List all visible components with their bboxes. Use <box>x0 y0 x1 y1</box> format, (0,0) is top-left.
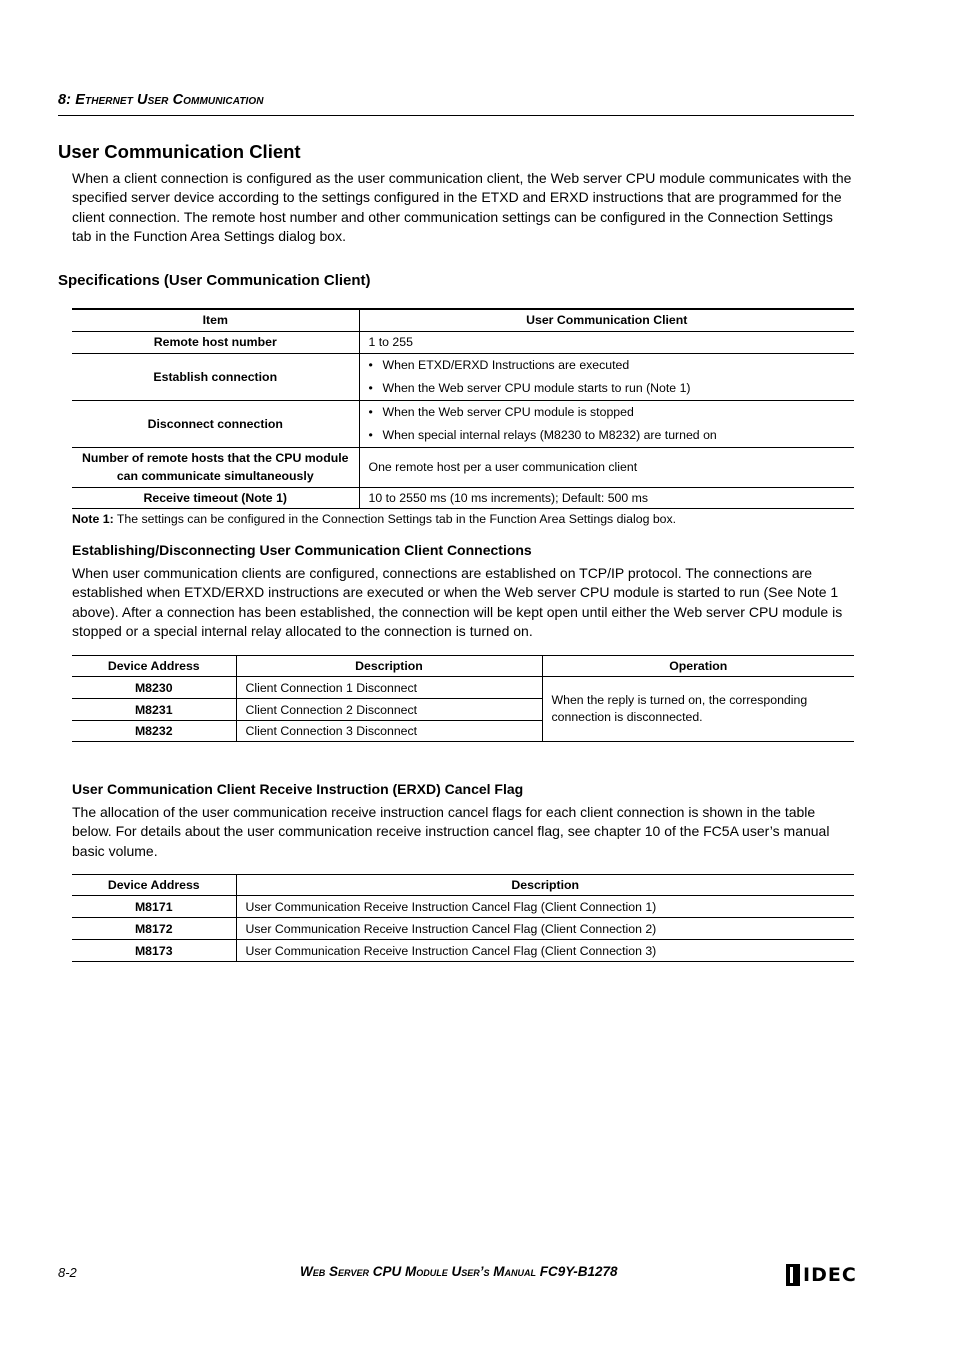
disconnect-header-row <box>72 656 854 677</box>
table-row <box>72 940 854 962</box>
disconnect-table <box>72 655 854 742</box>
spec-bullet-text: When the Web server CPU module is stopped <box>382 405 634 419</box>
device-description: Client Connection 2 Disconnect <box>236 699 542 721</box>
spec-bullet-text: When the Web server CPU module starts to run (Note 1) <box>382 381 691 395</box>
col-description: Description <box>511 878 580 892</box>
establish-heading: Establishing/Disconnecting User Communication Client Connections <box>72 542 532 558</box>
operation-text: When the reply is turned on, the corresponding connection is disconnected. <box>542 677 854 742</box>
device-description: User Communication Receive Instruction Cancel Flag (Client Connection 1) <box>245 899 657 914</box>
device-description: User Communication Receive Instruction Cancel Flag (Client Connection 3) <box>245 943 657 958</box>
establish-paragraph: When user communication clients are configured, connections are established on TCP/IP protocol. The connections are established when ETXD/ERXD instructions are executed or when the Web server CPU module is started to run (See Note 1 above). After a connection has been established, the connection will be kept open until either the Web server CPU module is stopped or a special internal relay allocated to the connection is turned on. <box>72 565 843 639</box>
table-row <box>72 918 854 940</box>
list-item <box>369 354 846 377</box>
table-row <box>72 677 854 699</box>
list-item <box>369 401 846 424</box>
spec-value: 1 to 255 <box>368 335 413 349</box>
cancel-heading: User Communication Client Receive Instruction (ERXD) Cancel Flag <box>72 781 524 797</box>
spec-header-row <box>72 309 854 331</box>
page-number: 8-2 <box>58 1265 77 1280</box>
table-row <box>72 447 854 487</box>
idec-logo-icon <box>786 1264 800 1286</box>
spec-table <box>72 308 854 509</box>
table-row <box>72 400 854 447</box>
cancel-table <box>72 874 854 962</box>
bullet-icon: • <box>368 405 373 419</box>
bullet-icon: • <box>368 428 373 442</box>
spec-value: 10 to 2550 ms (10 ms increments); Default: 500 ms <box>368 490 649 505</box>
bullet-icon: • <box>368 381 373 395</box>
note-label: Note 1: <box>72 512 114 526</box>
device-description: Client Connection 3 Disconnect <box>236 721 542 742</box>
col-operation: Operation <box>669 659 728 673</box>
col-device-address: Device Address <box>72 656 236 677</box>
list-item <box>369 424 846 447</box>
spec-item: Number of remote hosts that the CPU module can communicate simultaneously <box>72 447 359 487</box>
spec-col-value: User Communication Client <box>526 313 688 328</box>
table-row <box>72 896 854 918</box>
table-row <box>72 353 854 400</box>
col-device-address: Device Address <box>72 875 236 896</box>
spec-bullet-text: When special internal relays (M8230 to M8232) are turned on <box>382 428 717 442</box>
list-item <box>369 377 846 400</box>
intro-paragraph: When a client connection is configured as the user communication client, the Web server CPU module communicates with the specified server device according to the settings configured in the ETXD and ERXD instructions that are programmed for the client connection. The remote host number and other communication settings can be configured in the Connection Settings tab in the Function Area Settings dialog box. <box>72 170 852 244</box>
spec-note <box>72 512 676 526</box>
idec-logo-text: IDEC <box>803 1264 857 1286</box>
header-divider <box>58 115 854 116</box>
device-description: User Communication Receive Instruction Cancel Flag (Client Connection 2) <box>245 921 657 936</box>
device-address: M8173 <box>72 940 236 962</box>
spec-item: Establish connection <box>72 353 359 400</box>
table-row <box>72 331 854 353</box>
idec-logo <box>786 1263 857 1287</box>
chapter-header: 8: Ethernet User Communication <box>58 92 264 108</box>
device-description: Client Connection 1 Disconnect <box>236 677 542 699</box>
spec-item: Receive timeout (Note 1) <box>72 487 359 508</box>
table-row <box>72 487 854 508</box>
spec-value: One remote host per a user communication client <box>368 460 638 474</box>
spec-col-item: Item <box>72 309 359 331</box>
device-address: M8230 <box>72 677 236 699</box>
page-title: User Communication Client <box>58 141 301 162</box>
note-text: The settings can be configured in the Connection Settings tab in the Function Area Settings dialog box. <box>116 512 677 526</box>
spec-item: Remote host number <box>72 331 359 353</box>
cancel-paragraph: The allocation of the user communication receive instruction cancel flags for each client connection is shown in the table below. For details about the user communication receive instruction cancel flag, see chapter 10 of the FC5A user’s manual basic volume. <box>72 804 830 859</box>
spec-item: Disconnect connection <box>72 400 359 447</box>
device-address: M8172 <box>72 918 236 940</box>
spec-bullet-text: When ETXD/ERXD Instructions are executed <box>382 358 630 372</box>
device-address: M8232 <box>72 721 236 742</box>
manual-title: Web Server CPU Module User’s Manual FC9Y-B1278 <box>300 1264 618 1279</box>
col-description: Description <box>236 656 542 677</box>
cancel-header-row <box>72 875 854 896</box>
bullet-icon: • <box>368 358 373 372</box>
device-address: M8231 <box>72 699 236 721</box>
device-address: M8171 <box>72 896 236 918</box>
spec-heading: Specifications (User Communication Client) <box>58 272 371 289</box>
